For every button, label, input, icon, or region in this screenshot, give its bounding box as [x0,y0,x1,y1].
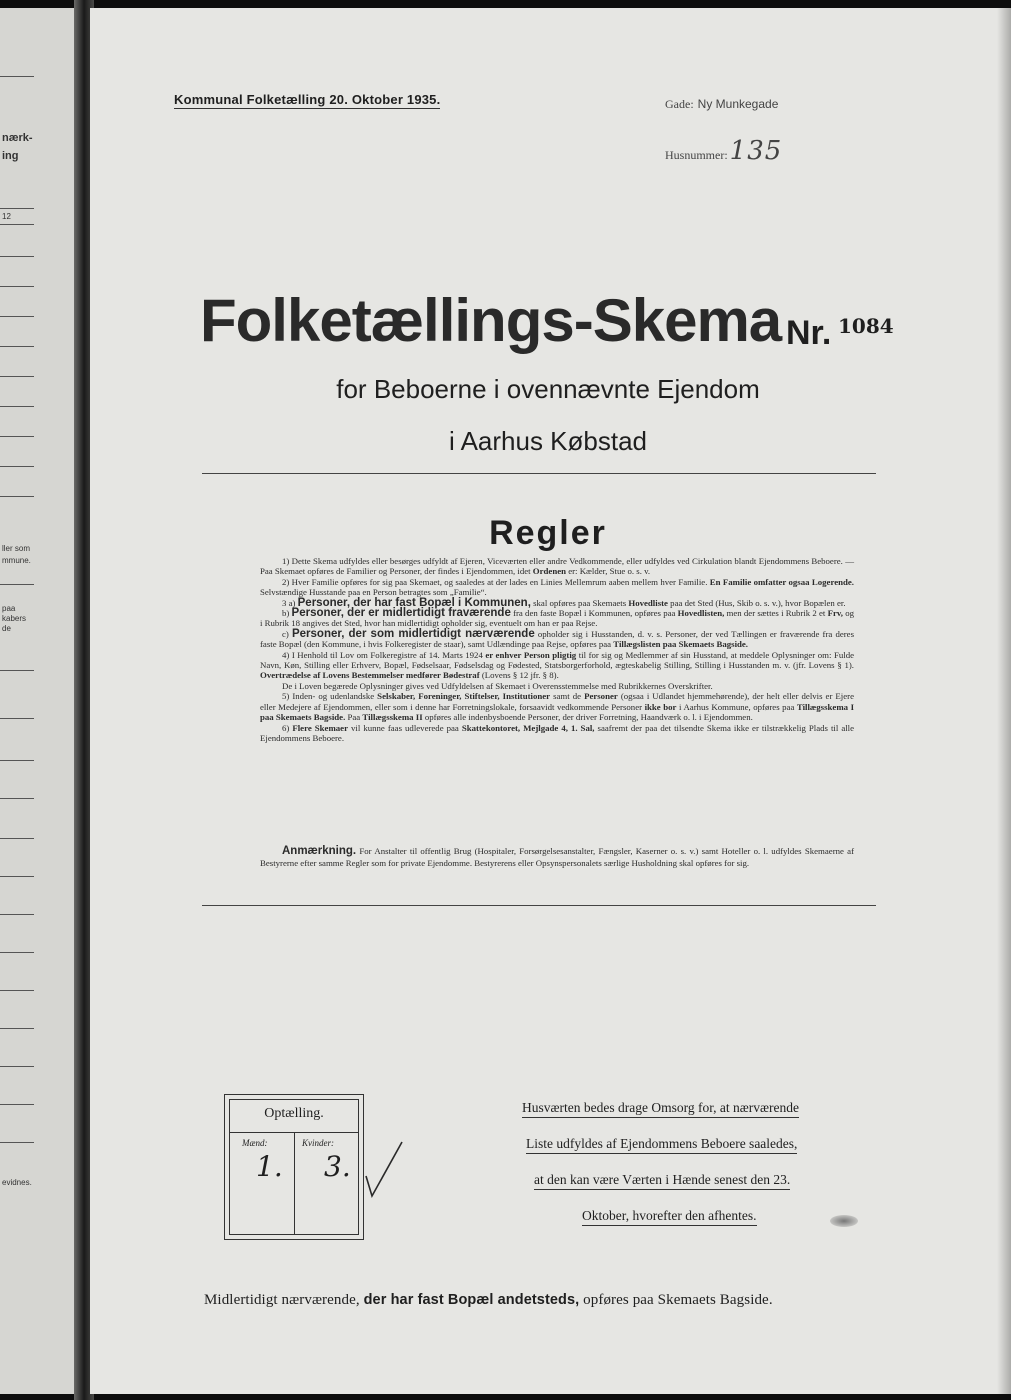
men-count: 1. [256,1150,283,1183]
rule-3c: c) Personer, der som midlertidigt nærværende opholder sig i Husstanden, d. v. s. Personer, der ved Tællingen er fraværende fra deres faste Bopæl (den Kommune, i hvis Folkeregister de staar), samt Udlændinge paa Rejse, opføres paa Tillægslisten paa Skemaets Bagside. [260,627,855,650]
women-label: Kvinder: [302,1138,334,1148]
notice-line-1: Husværten bedes drage Omsorg for, at nærværende [522,1100,799,1118]
divider [0,1066,34,1067]
street-field [665,97,778,112]
divider [0,718,34,719]
count-box-title: Optælling. [264,1106,324,1121]
footer-post: opføres paa Skemaets Bagside. [583,1292,773,1308]
house-number-value: 135 [729,136,783,166]
form-number-value: 1084 [838,314,894,338]
rule-4-note: De i Loven begærede Oplysninger gives ved Udfyldelsen af Skemaet i Overensstemmelse med Rubrikkernes Overskrifter. [282,680,713,691]
annotation-heading: Anmærkning. [282,845,357,857]
rules-text [260,556,854,743]
divider [0,838,34,839]
divider [0,436,34,437]
left-fragment: 12 [2,212,11,221]
street-label: Gade: [665,97,694,111]
left-fragment: evidnes. [2,1178,32,1187]
divider [0,914,34,915]
divider [0,496,34,497]
divider [0,376,34,377]
checkmark-icon [362,1138,408,1204]
divider [202,905,876,906]
divider [0,316,34,317]
divider [0,256,34,257]
rule-6: 6) Flere Skemaer vil kunne faas udleverede paa Skattekontoret, Mejlgade 4, 1. Sal, saafremt der paa det tilsendte Skema ikke er tilstrækkelig Plads til alle Ejendommens Beboere. [260,722,855,743]
divider [0,952,34,953]
count-box-inner [229,1099,359,1235]
divider [0,990,34,991]
notice-line-4: Oktober, hvorefter den afhentes. [582,1208,757,1226]
rule-2: 2) Hver Familie opføres for sig paa Skemaet, og saaledes at der lades en Linies Mellemrum aaben mellem hver Familie. En Familie omfatter ogsaa Logerende. Selvstændige Husstande paa en Person betragtes som „Familie“. [260,576,854,598]
left-fragment: ller som [2,544,31,553]
rule-1: 1) Dette Skema udfyldes eller besørges udfyldt af Ejeren, Viceværten eller andre Vedkommende, eller udfyldes ved Cirkulation blandt Ejendommens Beboere. — Paa Skemaet opføres de Familier og Personer, der findes i Ejendommen, idet Ordenen er: Kælder, Stue o. s. v. [260,556,854,577]
divider [0,286,34,287]
rule-3a: 3 a) Personer, der har fast Bopæl i Kommunen, skal opføres paa Skemaets Hovedliste paa det Sted (Hus, Skib o. s. v.), hvor Bopælen er. [282,596,846,609]
notice-line-3: at den kan være Værten i Hænde senest den 23. [534,1172,790,1190]
men-label: Mænd: [242,1138,268,1148]
footer-note [204,1292,773,1309]
divider [0,406,34,407]
left-fragment: de [2,624,11,633]
form-title: Folketællings-Skema [200,287,782,354]
divider [0,798,34,799]
notice-line-2: Liste udfyldes af Ejendommens Beboere saaledes, [526,1136,797,1154]
divider [0,208,34,209]
annotation-text: For Anstalter til offentlig Brug (Hospitaler, Forsørgelsesanstalter, Fængsler, Kaserner o. s. v.) samt Hoteller o. l. udfyldes Skemaerne af Bestyrerne efter samme Regler som for private Ejendomme. Bestyrerens eller Opsynspersonalets særlige Husholdning skal opføres for sig. [260,846,854,868]
divider [0,1104,34,1105]
divider [202,473,876,474]
house-number-field [665,136,782,166]
rule-4: 4) I Henhold til Lov om Folkeregistre af 14. Marts 1924 er enhver Person pligtig til for sig og Medlemmer af sin Husstand, at meddele Oplysninger om: Fulde Navn, Køn, Stilling eller Erhverv, Bopæl, Fødselsaar, Fødselsdag og Fødested, Statsborgerforhold, ægteskabelig Stilling, Stilling i Husstanden m. v. (jfr. Lovens § 1). Overtrædelse af Lovens Bestemmelser medfører Bødestraf (Lovens § 12 jfr. § 8). [260,649,855,681]
form-number-label: Nr. [786,314,832,352]
divider [0,584,34,585]
rule-5: 5) Inden- og udenlandske Selskaber, Foreninger, Stiftelser, Institutioner samt de Personer (ogsaa i Udlandet hjemmehørende), der helt eller delvis er Ejere eller Medejere af Ejendommen, eller som i denne har Forretningslokale, forsaavidt vedkommende Personer ikke bor i Aarhus Kommune, opføres paa Tillægsskema I paa Skemaets Bagside. Paa Tillægsskema II opføres alle indenbysboende Personer, der driver Forretning, Haandværk o. l. i Ejendommen. [260,691,855,723]
women-count: 3. [324,1150,351,1183]
rule-3b: b) Personer, der er midlertidigt fraværende fra den faste Bopæl i Kommunen, opføres paa Hovedlisten, men der sættes i Rubrik 2 et Frv, og i Rubrik 18 angives det Sted, hvor han midlertidigt opholder sig, eventuelt om han er paa Rejse. [260,607,854,629]
divider [0,876,34,877]
left-fragment: kabers [2,614,27,623]
footer-pre: Midlertidigt nærværende, [204,1292,360,1308]
house-number-label: Husnummer: [665,148,728,162]
rules-heading: Regler [489,514,607,552]
left-fragment: paa [2,604,16,613]
left-fragment: nærk- [2,132,33,144]
annotation-paragraph [260,846,854,869]
divider [0,760,34,761]
street-value: Ny Munkegade [697,97,779,111]
left-fragment: mmune. [2,556,31,565]
divider [0,76,34,77]
divider [0,670,34,671]
census-form-page [90,8,1011,1394]
count-box [224,1094,364,1240]
divider [0,346,34,347]
census-date-line: Kommunal Folketælling 20. Oktober 1935. [174,92,441,107]
form-subtitle-1: for Beboerne i ovennævnte Ejendom [336,374,760,404]
left-page-edge [0,8,80,1394]
divider [0,1028,34,1029]
divider [0,1142,34,1143]
divider [294,1132,295,1234]
form-subtitle-2: i Aarhus Købstad [449,426,647,456]
divider [0,224,34,225]
ink-smudge [830,1215,858,1227]
divider [0,466,34,467]
page-edge-shadow [997,8,1011,1394]
left-fragment: ing [2,150,19,162]
footer-bold: der har fast Bopæl andetsteds, [363,1292,580,1308]
